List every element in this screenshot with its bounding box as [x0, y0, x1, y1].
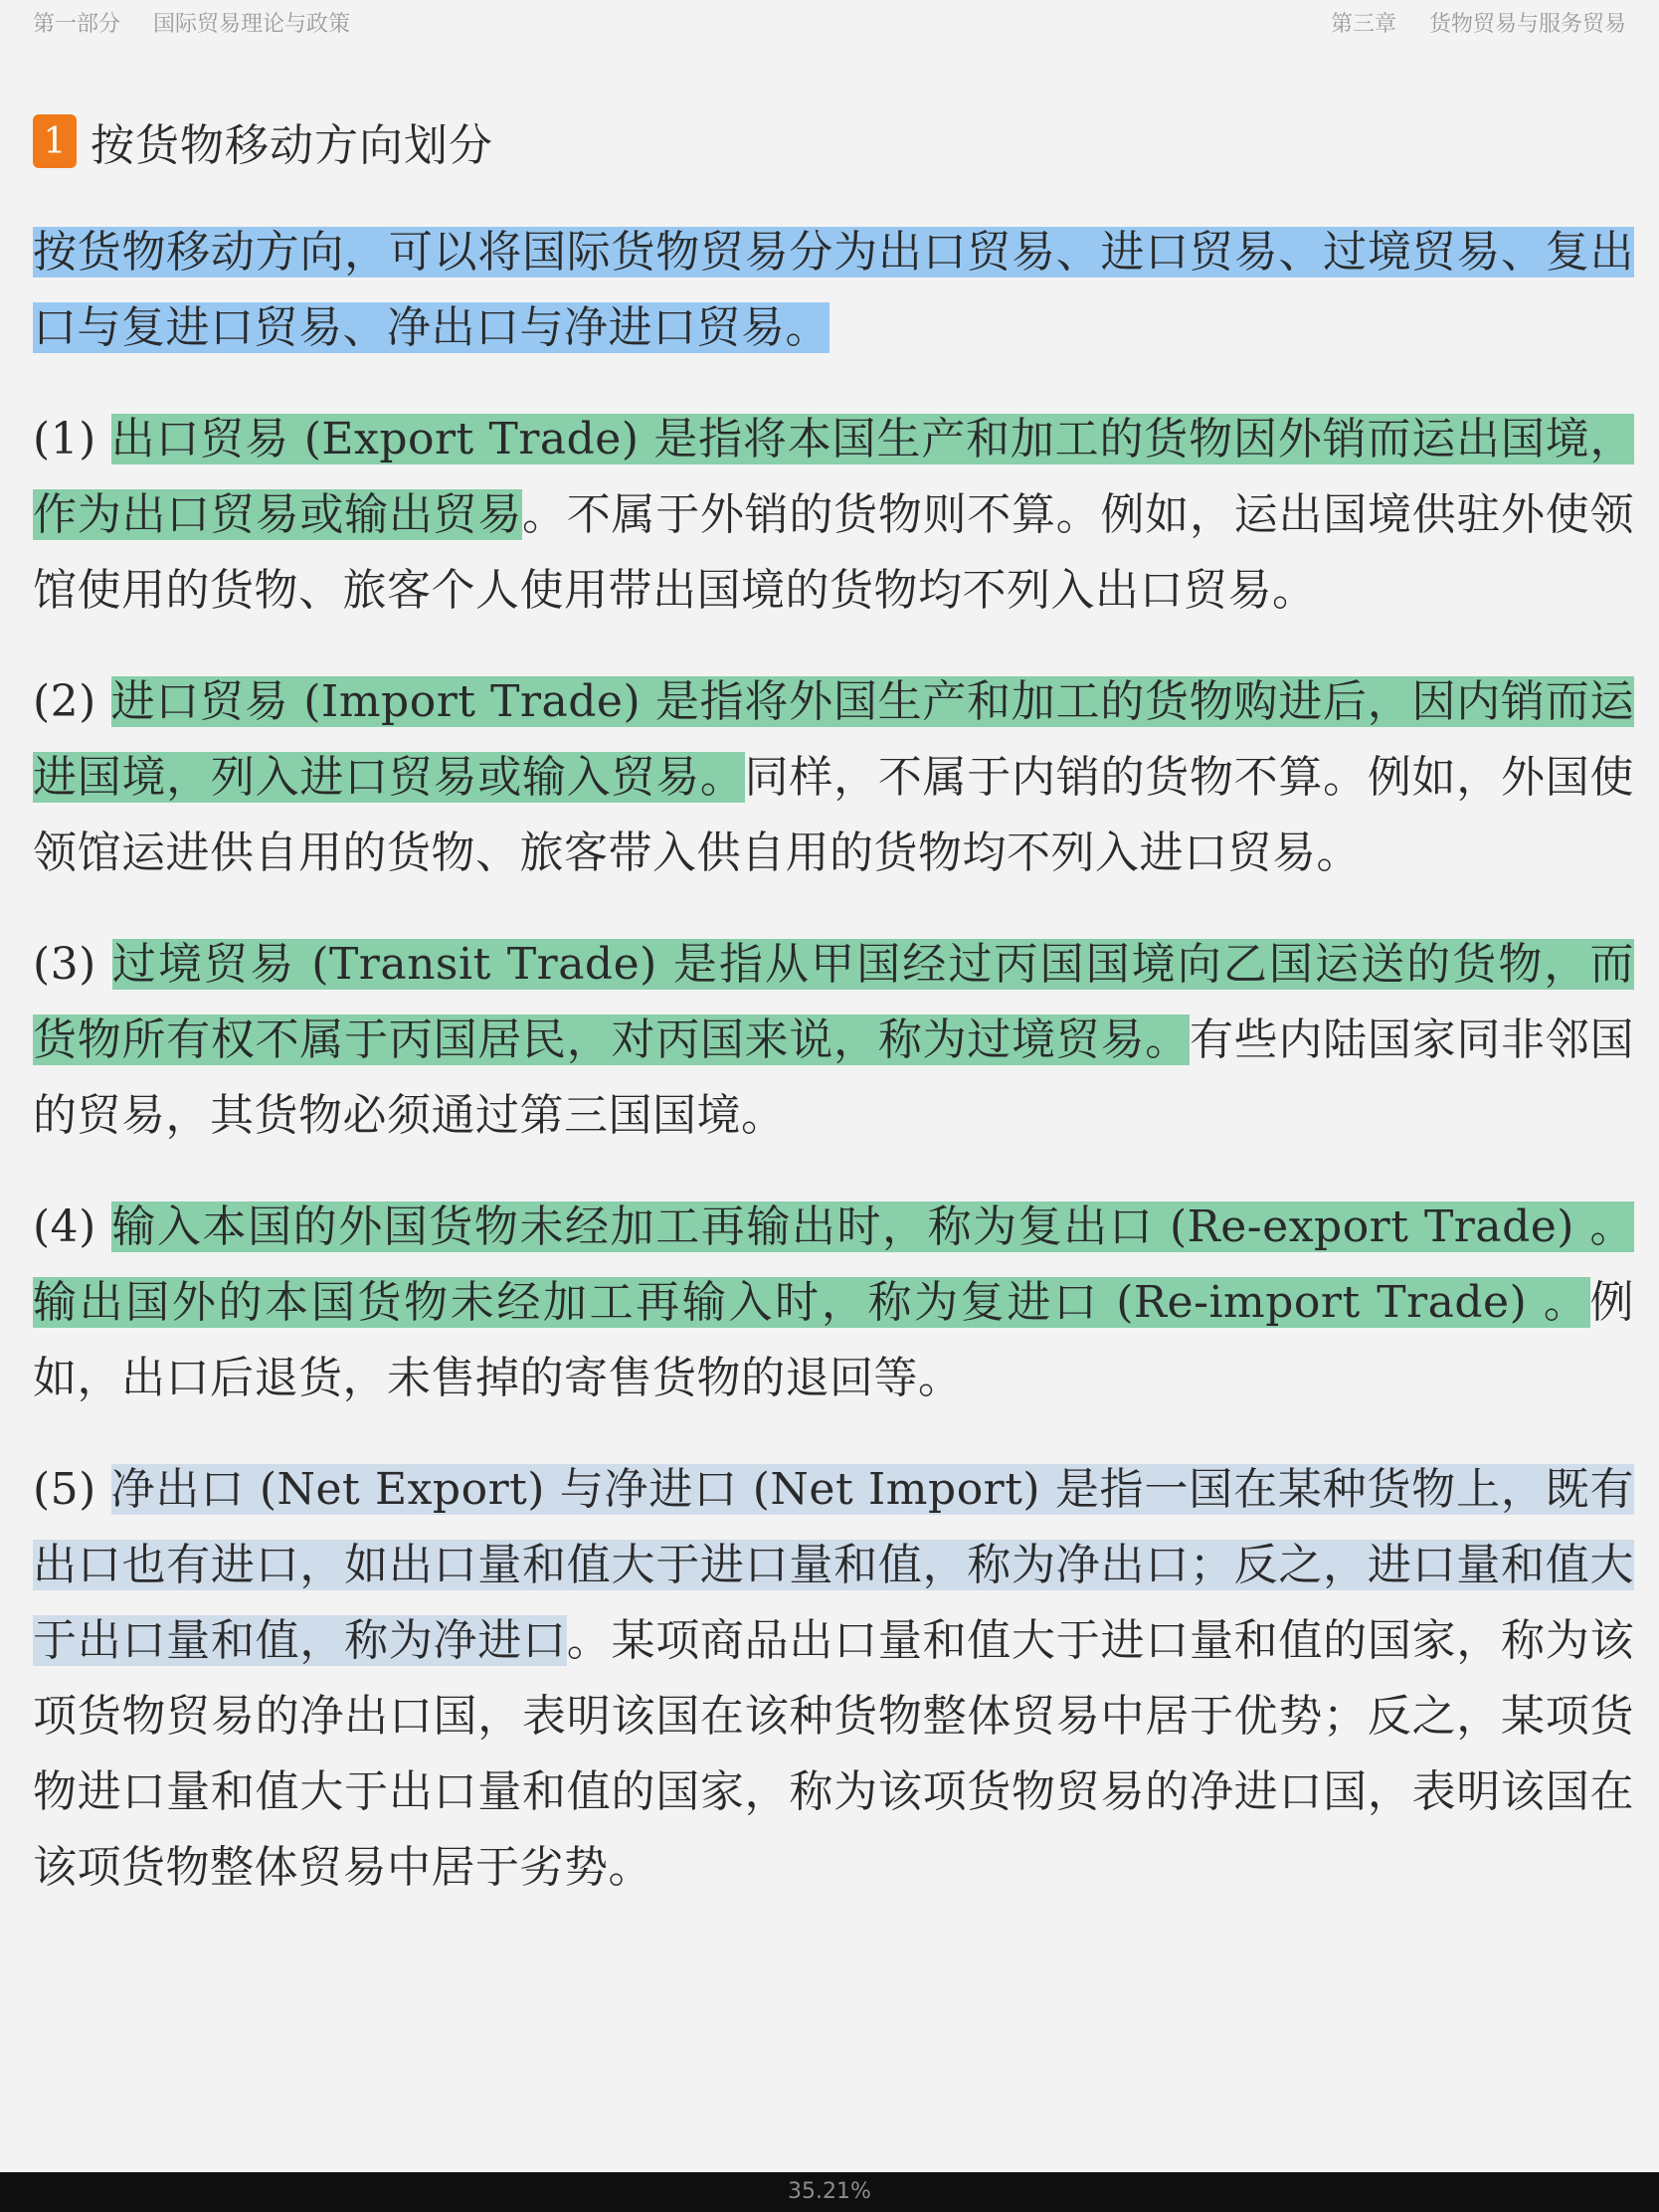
header-part-label: 第一部分 [33, 12, 121, 37]
highlight-import-trade[interactable]: 进口贸易 (Import Trade) 是指将外国生产和加工的货物购进后，因内销而运进国境，列入进口贸易或输入贸易。 [33, 676, 1634, 803]
header-part [33, 7, 350, 38]
page-header [0, 0, 1659, 42]
highlight-re-export[interactable]: 输入本国的外国货物未经加工再输出时，称为复出口 (Re-export Trade) 。输出国外的本国货物未经加工再输入时，称为复进口 (Re-import Trade) 。 [33, 1201, 1634, 1328]
section-number-badge: 1 [33, 114, 77, 168]
paragraph-import-trade[interactable] [33, 664, 1634, 891]
header-chapter-title: 货物贸易与服务贸易 [1428, 12, 1626, 37]
reading-progress-text: 35.21% [788, 2179, 871, 2204]
paragraph-text: 例如，出口后退货，未售掉的寄售货物的退回等。 [33, 1277, 1634, 1403]
intro-paragraph[interactable] [33, 215, 1634, 366]
highlight-net-export[interactable]: 净出口 (Net Export) 与净进口 (Net Import) 是指一国在某种货物上，既有出口也有进口，如出口量和值大于进口量和值，称为净出口；反之，进口量和值大于出口量和值，称为净进口 [33, 1464, 1634, 1666]
section-title: 按货物移动方向划分 [91, 120, 493, 171]
paragraph-transit-trade[interactable] [33, 927, 1634, 1154]
paragraph-re-export[interactable] [33, 1190, 1634, 1416]
highlight-export-trade[interactable]: 出口贸易 (Export Trade) 是指将本国生产和加工的货物因外销而运出国境，作为出口贸易或输出贸易 [33, 414, 1634, 540]
paragraph-text: 。某项商品出口量和值大于进口量和值的国家，称为该项货物贸易的净出口国，表明该国在该种货物整体贸易中居于优势；反之，某项货物进口量和值大于出口量和值的国家，称为该项货物贸易的净进口国，表明该国在该项货物整体贸易中居于劣势。 [33, 1615, 1635, 1893]
paragraph-net-export[interactable] [33, 1452, 1634, 1906]
section-heading [33, 111, 1634, 171]
reading-progress-bar [0, 2172, 1659, 2212]
highlight-intro[interactable]: 按货物移动方向，可以将国际货物贸易分为出口贸易、进口贸易、过境贸易、复出口与复进口贸易、净出口与净进口贸易。 [33, 227, 1634, 353]
header-chapter [1331, 7, 1626, 38]
previous-heading-underline [33, 38, 411, 44]
paragraph-number: (5) [33, 1464, 96, 1515]
paragraph-number: (1) [33, 414, 96, 464]
paragraph-text: 。不属于外销的货物则不算。例如，运出国境供驻外使领馆使用的货物、旅客个人使用带出国境的货物均不列入出口贸易。 [33, 489, 1634, 616]
header-part-title: 国际贸易理论与政策 [153, 12, 351, 37]
paragraph-number: (4) [33, 1201, 96, 1252]
paragraph-text: 同样，不属于内销的货物不算。例如，外国使领馆运进供自用的货物、旅客带入供自用的货物均不列入进口贸易。 [33, 752, 1634, 878]
paragraph-text: 有些内陆国家同非邻国的贸易，其货物必须通过第三国国境。 [33, 1014, 1635, 1141]
paragraph-export-trade[interactable] [33, 402, 1634, 629]
paragraph-number: (2) [33, 676, 96, 727]
paragraph-number: (3) [33, 939, 96, 990]
reader-content[interactable] [33, 111, 1634, 2101]
highlight-transit-trade[interactable]: 过境贸易 (Transit Trade) 是指从甲国经过丙国国境向乙国运送的货物，而货物所有权不属于丙国居民，对丙国来说，称为过境贸易。 [33, 939, 1634, 1065]
header-chapter-label: 第三章 [1330, 12, 1396, 37]
